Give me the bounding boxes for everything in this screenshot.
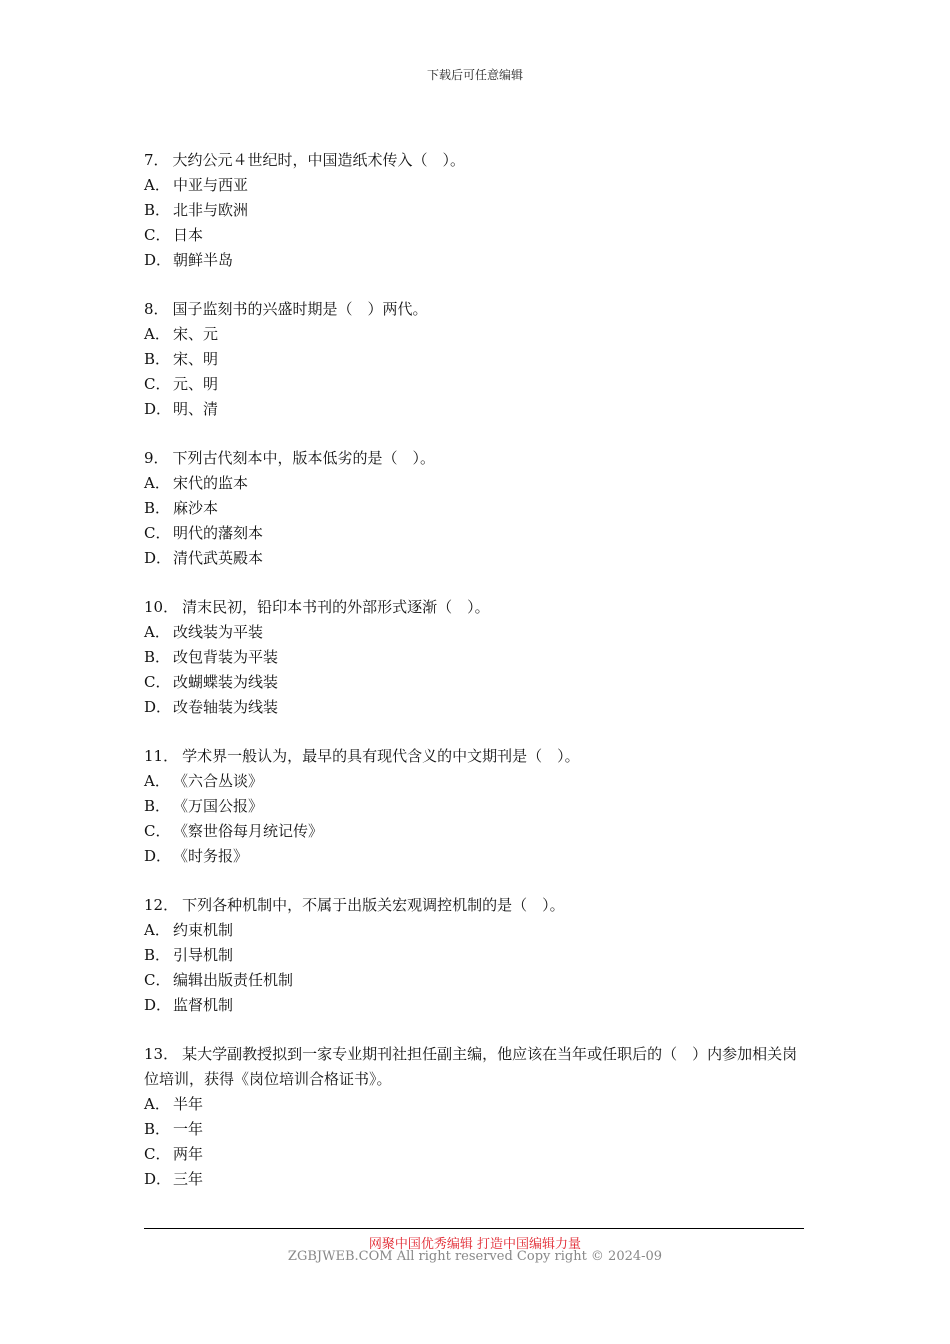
option-a (144, 471, 808, 496)
option-letter: B． (144, 350, 171, 368)
option-letter: A． (144, 325, 170, 343)
option-letter: B． (144, 201, 171, 219)
question-text: 某大学副教授拟到一家专业期刊社担任副主编，他应该在当年或任职后的（ ）内参加相关岗位培训，获得《岗位培训合格证书》。 (144, 1045, 798, 1088)
question-list (144, 148, 808, 1216)
option-a (144, 173, 808, 198)
option-letter: C． (144, 1145, 171, 1163)
option-text: 约束机制 (173, 921, 234, 939)
question-text: 大约公元４世纪时，中国造纸术传入（ ）。 (172, 151, 466, 169)
question-stem (144, 446, 808, 471)
question-stem (144, 1042, 808, 1092)
option-d (144, 695, 808, 720)
option-text: 改蝴蝶装为线装 (173, 673, 279, 691)
option-text: 编辑出版责任机制 (173, 971, 294, 989)
option-letter: D． (144, 996, 172, 1014)
option-text: 《六合丛谈》 (173, 772, 264, 790)
option-text: 清代武英殿本 (173, 549, 264, 567)
option-letter: D． (144, 549, 172, 567)
question-text: 下列各种机制中，不属于出版关宏观调控机制的是（ ）。 (182, 896, 565, 914)
option-b (144, 198, 808, 223)
option-d (144, 844, 808, 869)
option-b (144, 794, 808, 819)
option-text: 朝鲜半岛 (173, 251, 234, 269)
option-a (144, 1092, 808, 1117)
question-text: 下列古代刻本中，版本低劣的是（ ）。 (172, 449, 436, 467)
question-13 (144, 1042, 808, 1192)
footer-divider (144, 1228, 804, 1229)
option-d (144, 397, 808, 422)
option-text: 监督机制 (173, 996, 234, 1014)
footer-copyright: ZGBJWEB.COM All right reserved Copy right © 2024-09 (287, 1249, 663, 1264)
option-text: 宋代的监本 (173, 474, 249, 492)
option-b (144, 496, 808, 521)
question-stem (144, 744, 808, 769)
option-letter: A． (144, 474, 170, 492)
option-a (144, 918, 808, 943)
option-c (144, 372, 808, 397)
option-text: 改包背装为平装 (173, 648, 279, 666)
option-b (144, 1117, 808, 1142)
option-text: 日本 (173, 226, 204, 244)
question-8 (144, 297, 808, 422)
option-letter: D． (144, 251, 172, 269)
option-c (144, 1142, 808, 1167)
page-header: 下载后可任意编辑 (426, 68, 523, 82)
option-text: 一年 (173, 1120, 204, 1138)
option-letter: B． (144, 648, 171, 666)
option-c (144, 223, 808, 248)
option-text: 宋、明 (173, 350, 219, 368)
option-c (144, 670, 808, 695)
option-letter: D． (144, 1170, 172, 1188)
option-letter: A． (144, 1095, 170, 1113)
option-text: 麻沙本 (173, 499, 219, 517)
option-d (144, 546, 808, 571)
option-text: 两年 (173, 1145, 204, 1163)
question-10 (144, 595, 808, 720)
question-number: 9． (144, 449, 169, 467)
option-letter: C． (144, 822, 171, 840)
option-letter: C． (144, 673, 171, 691)
option-text: 三年 (173, 1170, 204, 1188)
option-text: 《时务报》 (173, 847, 249, 865)
question-stem (144, 893, 808, 918)
option-text: 改线装为平装 (173, 623, 264, 641)
footer-slogan: 网聚中国优秀编辑 打造中国编辑力量 (368, 1237, 582, 1252)
option-d (144, 993, 808, 1018)
option-text: 引导机制 (173, 946, 234, 964)
question-7 (144, 148, 808, 273)
option-text: 明、清 (173, 400, 219, 418)
question-number: 8． (144, 300, 169, 318)
question-11 (144, 744, 808, 869)
option-letter: C． (144, 524, 171, 542)
option-c (144, 968, 808, 993)
option-a (144, 322, 808, 347)
option-b (144, 943, 808, 968)
question-12 (144, 893, 808, 1018)
question-text: 学术界一般认为，最早的具有现代含义的中文期刊是（ ）。 (182, 747, 580, 765)
option-b (144, 347, 808, 372)
option-text: 《察世俗每月统记传》 (173, 822, 324, 840)
option-b (144, 645, 808, 670)
option-letter: C． (144, 226, 171, 244)
option-d (144, 1167, 808, 1192)
option-text: 中亚与西亚 (173, 176, 249, 194)
question-number: 12． (144, 896, 179, 914)
question-number: 11． (144, 747, 179, 765)
option-letter: B． (144, 1120, 171, 1138)
question-text: 清末民初，铅印本书刊的外部形式逐渐（ ）。 (182, 598, 490, 616)
option-letter: B． (144, 946, 171, 964)
option-text: 改卷轴装为线装 (173, 698, 279, 716)
question-stem (144, 595, 808, 620)
option-letter: A． (144, 623, 170, 641)
question-number: 10． (144, 598, 179, 616)
option-letter: B． (144, 797, 171, 815)
option-c (144, 521, 808, 546)
option-letter: D． (144, 698, 172, 716)
option-a (144, 769, 808, 794)
question-9 (144, 446, 808, 571)
option-letter: B． (144, 499, 171, 517)
option-text: 元、明 (173, 375, 219, 393)
question-stem (144, 148, 808, 173)
question-number: 13． (144, 1045, 179, 1063)
option-letter: D． (144, 847, 172, 865)
option-letter: D． (144, 400, 172, 418)
option-letter: C． (144, 971, 171, 989)
option-text: 《万国公报》 (173, 797, 264, 815)
option-text: 半年 (173, 1095, 204, 1113)
option-letter: A． (144, 176, 170, 194)
option-text: 北非与欧洲 (173, 201, 249, 219)
question-stem (144, 297, 808, 322)
option-c (144, 819, 808, 844)
option-a (144, 620, 808, 645)
option-d (144, 248, 808, 273)
question-text: 国子监刻书的兴盛时期是（ ）两代。 (172, 300, 428, 318)
option-letter: A． (144, 772, 170, 790)
question-number: 7． (144, 151, 169, 169)
option-text: 宋、元 (173, 325, 219, 343)
option-letter: A． (144, 921, 170, 939)
option-letter: C． (144, 375, 171, 393)
option-text: 明代的藩刻本 (173, 524, 264, 542)
